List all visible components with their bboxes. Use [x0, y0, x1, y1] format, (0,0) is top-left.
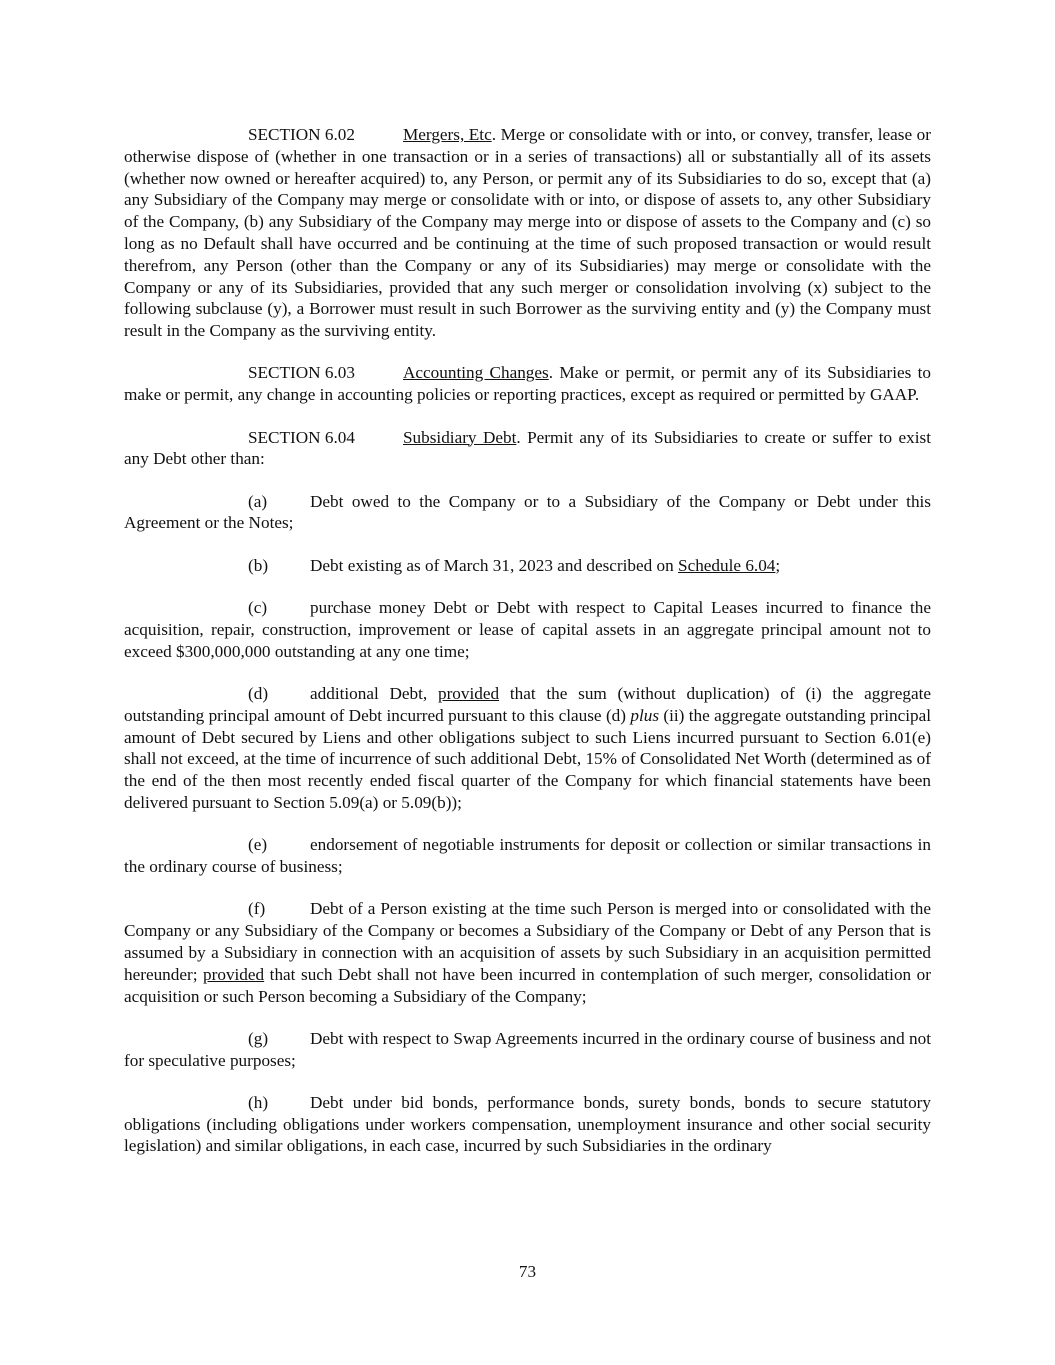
- section-number: SECTION 6.03: [248, 363, 355, 383]
- clause-text: Debt with respect to Swap Agreements incurred in the ordinary course of business and not for speculative purposes;: [124, 1028, 931, 1070]
- clause-text: endorsement of negotiable instruments for deposit or collection or similar transactions in the ordinary course of business;: [124, 835, 931, 877]
- section-text: . Permit any of its Subsidiaries to create or suffer to exist any Debt other than:: [124, 427, 931, 469]
- section-6-02: [124, 124, 931, 342]
- section-number: SECTION 6.02: [248, 125, 355, 144]
- clause-label: (h): [248, 1092, 269, 1112]
- clause-g: [124, 1028, 931, 1072]
- section-title: Subsidiary Debt: [403, 427, 517, 447]
- section-6-03: [124, 362, 931, 406]
- provided-term: provided: [203, 964, 265, 984]
- section-title: Mergers, Etc: [403, 125, 492, 144]
- clause-label: (d): [248, 683, 269, 703]
- clause-text: additional Debt,: [310, 683, 438, 703]
- clause-text: Debt under bid bonds, performance bonds, surety bonds, bonds to secure statutory obligations (including obligations under workers compensation, unemployment insurance and other social security legislation) and similar obligations, in each case, incurred by such Subsidiaries in the ordinary: [124, 1092, 931, 1156]
- clause-text-2: that such Debt shall not have been incurred in contemplation of such merger, consolidation or acquisition or such Person becoming a Subsidiary of the Company;: [124, 964, 931, 1006]
- section-title: Accounting Changes: [403, 363, 549, 383]
- clause-b: [124, 555, 931, 577]
- clause-c: [124, 597, 931, 662]
- clause-text-2: that the sum (without duplication) of (i) the aggregate outstanding principal amount of Debt incurred pursuant to this clause (d): [124, 683, 931, 725]
- document-page: [124, 124, 931, 1178]
- clause-f: [124, 898, 931, 1007]
- clause-e: [124, 834, 931, 878]
- clause-d: [124, 683, 931, 814]
- provided-term: provided: [437, 683, 500, 703]
- clause-label: (f): [248, 899, 266, 919]
- plus-term: plus: [630, 705, 660, 725]
- clause-a: [124, 491, 931, 535]
- clause-label: (c): [248, 598, 268, 618]
- section-text: . Make or permit, or permit any of its Subsidiaries to make or permit, any change in accounting policies or reporting practices, except as required or permitted by GAAP.: [124, 363, 932, 405]
- section-number: SECTION 6.04: [248, 427, 355, 447]
- clause-text: Debt of a Person existing at the time such Person is merged into or consolidated with the Company or any Subsidiary of the Company or becomes a Subsidiary of the Company or Debt of any Person that is assumed by a Subsidiary in connection with an acquisition of assets by such Subsidiary in an acquisition permitted hereunder;: [124, 899, 931, 984]
- clause-text: Debt owed to the Company or to a Subsidiary of the Company or Debt under this Agreement or the Notes;: [124, 491, 931, 533]
- clause-text-3: (ii) the aggregate outstanding principal amount of Debt secured by Liens and other obligations subject to such Liens incurred pursuant to Section 6.01(e) shall not exceed, at the time of incurrence of such additional Debt, 15% of Consolidated Net Worth (determined as of the end of the then most recently ended fiscal quarter of the Company for which financial statements have been delivered pursuant to Section 5.09(a) or 5.09(b));: [124, 705, 931, 812]
- page-number: 73: [518, 1262, 537, 1281]
- clause-label: (g): [248, 1028, 269, 1048]
- schedule-reference: Schedule 6.04: [678, 555, 776, 575]
- clause-label: (b): [248, 555, 269, 575]
- clause-h: [124, 1092, 931, 1157]
- clause-text-end: ;: [775, 555, 781, 575]
- section-text: . Merge or consolidate with or into, or convey, transfer, lease or otherwise dispose of (whether in one transaction or in a series of transactions) all or substantially all of its assets (whether now owned or hereafter acquired) to, any Person, or permit any of its Subsidiaries to do so, except that (a) any Subsidiary of the Company may merge or consolidate with or into, or dispose of assets to, any other Subsidiary of the Company, (b) any Subsidiary of the Company may merge into or dispose of assets to the Company and (c) so long as no Default shall have occurred and be continuing at the time of such proposed transaction or would result therefrom, any Person (other than the Company or any of its Subsidiaries) may merge or consolidate with the Company or any of its Subsidiaries, provided that any such merger or consolidation involving (x) subject to the following subclause (y), a Borrower must result in such Borrower as the surviving entity and (y) the Company must result in the Company as the surviving entity.: [124, 125, 931, 341]
- clause-label: (a): [248, 491, 268, 511]
- clause-label: (e): [248, 835, 268, 855]
- clause-text: Debt existing as of March 31, 2023 and described on: [310, 555, 679, 575]
- section-6-04: [124, 427, 931, 471]
- clause-text: purchase money Debt or Debt with respect to Capital Leases incurred to finance the acquisition, repair, construction, improvement or lease of capital assets in an aggregate principal amount not to exceed $300,000,000 outstanding at any one time;: [124, 598, 931, 661]
